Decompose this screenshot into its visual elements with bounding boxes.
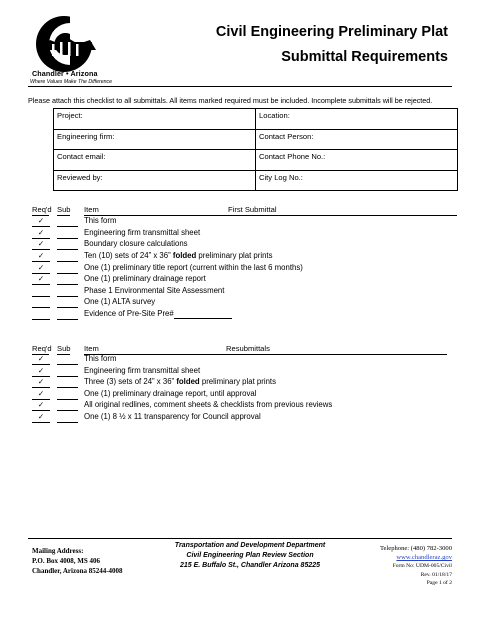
required-checkbox[interactable]: ✓ [32, 251, 50, 262]
required-checkbox[interactable]: ✓ [32, 389, 50, 400]
submitted-checkbox[interactable] [57, 309, 78, 320]
info-row [54, 150, 458, 171]
department-name: Transportation and Development Department [174, 542, 326, 549]
submitted-checkbox[interactable] [57, 389, 78, 400]
submitted-checkbox[interactable] [57, 216, 78, 227]
reqd-column-header: Req'd [32, 344, 52, 353]
required-checkbox[interactable] [32, 309, 50, 320]
required-checkbox[interactable] [32, 297, 50, 308]
contact-email-field[interactable]: Contact email: [54, 150, 256, 171]
submitted-checkbox[interactable] [57, 366, 78, 377]
checklist-item-label: One (1) ALTA survey [84, 297, 156, 306]
submitted-checkbox[interactable] [57, 228, 78, 239]
mailing-address-line: Chandler, Arizona 85244-4008 [32, 567, 123, 575]
required-checkbox[interactable]: ✓ [32, 263, 50, 274]
mailing-address-line: P.O. Box 4008, MS 406 [32, 557, 100, 565]
telephone: Telephone: (480) 782-3000 [379, 545, 452, 552]
contact-phone-field[interactable]: Contact Phone No.: [256, 150, 458, 171]
required-checkbox[interactable]: ✓ [32, 366, 50, 377]
required-checkbox[interactable]: ✓ [32, 228, 50, 239]
info-row [54, 129, 458, 150]
city-log-field[interactable]: City Log No.: [256, 170, 458, 191]
required-checkbox[interactable]: ✓ [32, 216, 50, 227]
item-column-header: Item [84, 205, 99, 214]
first-submittal-title: First Submittal [228, 205, 277, 214]
checklist-item-label: One (1) 8 ½ x 11 transparency for Council approval [84, 412, 261, 421]
required-checkbox[interactable]: ✓ [32, 274, 50, 285]
resubmittals-title: Resubmittals [226, 344, 270, 353]
checklist-item-label: This form [84, 354, 117, 363]
first-submittal-header [32, 205, 457, 216]
page-subtitle: Submittal Requirements [281, 49, 448, 65]
website-link[interactable]: www.chandleraz.gov [396, 554, 452, 561]
required-checkbox[interactable]: ✓ [32, 412, 50, 423]
checklist-item-label: Ten (10) sets of 24” x 36” folded preliminary plat prints [84, 251, 273, 260]
city-logo [30, 14, 104, 104]
required-checkbox[interactable] [32, 286, 50, 297]
required-checkbox[interactable]: ✓ [32, 354, 50, 365]
pre-site-number-field[interactable] [174, 310, 232, 319]
info-row [54, 109, 458, 130]
location-field[interactable]: Location: [256, 109, 458, 130]
engineering-firm-field[interactable]: Engineering firm: [54, 129, 256, 150]
submitted-checkbox[interactable] [57, 239, 78, 250]
page-number: Page 1 of 2 [426, 580, 452, 586]
reviewed-by-field[interactable]: Reviewed by: [54, 170, 256, 191]
submitted-checkbox[interactable] [57, 412, 78, 423]
page-title: Civil Engineering Preliminary Plat [215, 24, 448, 40]
submitted-checkbox[interactable] [57, 377, 78, 388]
submitted-checkbox[interactable] [57, 354, 78, 365]
info-row [54, 170, 458, 191]
item-column-header: Item [84, 344, 99, 353]
mailing-address-heading: Mailing Address: [32, 547, 84, 555]
department-address: 215 E. Buffalo St., Chandler Arizona 85225 [179, 562, 321, 569]
logo-tagline: Where Values Make The Difference [30, 79, 112, 85]
required-checkbox[interactable]: ✓ [32, 377, 50, 388]
checklist-item-label: Three (3) sets of 24” x 36” folded preliminary plat prints [84, 377, 276, 386]
required-checkbox[interactable]: ✓ [32, 400, 50, 411]
checklist-item-label: One (1) preliminary drainage report [84, 274, 206, 283]
section-name: Civil Engineering Plan Review Section [186, 552, 314, 559]
form-number: Form No: UDM-005/Civil [392, 563, 452, 569]
header-divider [28, 86, 452, 87]
sub-column-header: Sub [57, 344, 71, 353]
instructions-text: Please attach this checklist to all submittals. All items marked required must be included. Incomplete submittals will be rejected. [28, 96, 433, 105]
required-checkbox[interactable]: ✓ [32, 239, 50, 250]
checklist-item-label: Boundary closure calculations [84, 239, 188, 248]
submitted-checkbox[interactable] [57, 400, 78, 411]
submitted-checkbox[interactable] [57, 274, 78, 285]
checklist-item-label: Evidence of Pre-Site Pre# [84, 309, 232, 319]
checklist-item-label: One (1) preliminary title report (current within the last 6 months) [84, 263, 303, 272]
project-info-table [53, 108, 458, 191]
department-info [150, 541, 350, 571]
mailing-address [32, 546, 123, 576]
checklist-item-label: One (1) preliminary drainage report, until approval [84, 389, 257, 398]
checklist-item-label: Engineering firm transmittal sheet [84, 228, 201, 237]
checklist-item-label: All original redlines, comment sheets & checklists from previous reviews [84, 400, 333, 409]
logo-city-name: Chandler • Arizona [32, 69, 98, 78]
submitted-checkbox[interactable] [57, 297, 78, 308]
project-field[interactable]: Project: [54, 109, 256, 130]
footer-divider [28, 538, 452, 539]
checklist-item-label: Engineering firm transmittal sheet [84, 366, 201, 375]
reqd-column-header: Req'd [32, 205, 52, 214]
checklist-item-label: This form [84, 216, 117, 225]
revision-date: Rev. 01/18/17 [420, 571, 452, 578]
submitted-checkbox[interactable] [57, 251, 78, 262]
submitted-checkbox[interactable] [57, 286, 78, 297]
contact-person-field[interactable]: Contact Person: [256, 129, 458, 150]
contact-info [380, 544, 452, 588]
submitted-checkbox[interactable] [57, 263, 78, 274]
sub-column-header: Sub [57, 205, 71, 214]
checklist-item-label: Phase 1 Environmental Site Assessment [84, 286, 225, 295]
